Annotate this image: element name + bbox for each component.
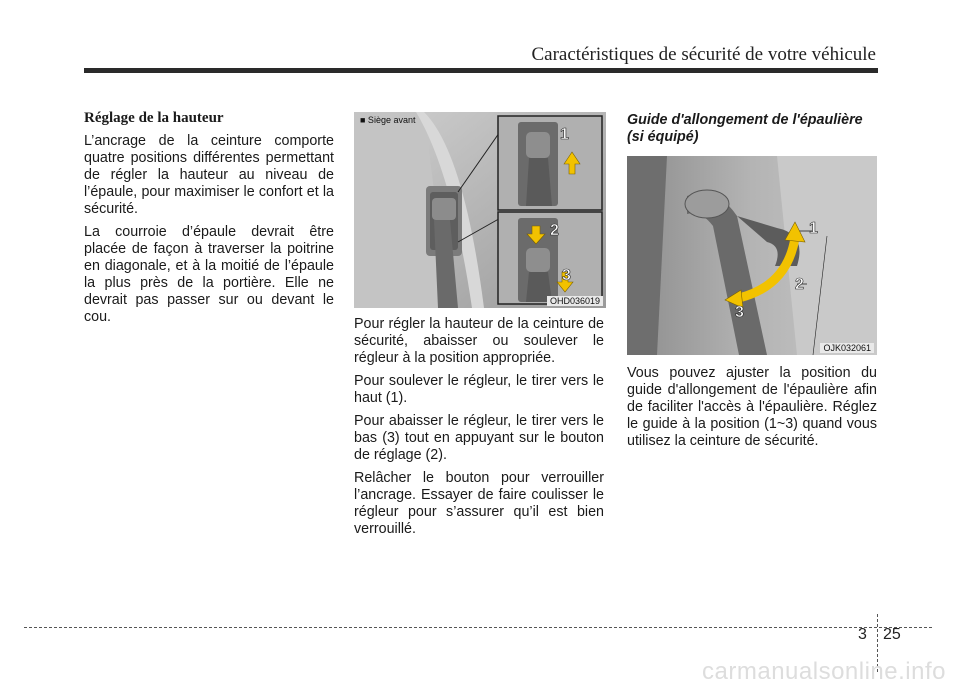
callout-1: 1 — [809, 220, 818, 237]
figure-shoulder-guide — [627, 156, 877, 355]
middle-column — [354, 316, 604, 544]
section-heading-guide: Guide d'allongement de l'épaulière (si équipé) — [627, 112, 863, 145]
header-rule — [84, 68, 878, 73]
footer-rule — [24, 627, 932, 628]
right-column — [627, 365, 877, 456]
left-column — [84, 110, 334, 332]
callout-3: 3 — [735, 304, 744, 321]
page-header-title: Caractéristiques de sécurité de votre véhicule — [531, 44, 876, 65]
figure-caption: ■ Siège avant — [360, 115, 416, 125]
callout-2: 2 — [550, 222, 559, 239]
callout-1: 1 — [560, 126, 569, 143]
callout-2: 2 — [795, 276, 804, 293]
paragraph: L’ancrage de la ceinture comporte quatre positions différentes permettant de régler la hauteur au niveau de l’épaule, pour maximiser le confort et la sécurité. — [84, 133, 334, 217]
paragraph: Pour soulever le régleur, le tirer vers le haut (1). — [354, 373, 604, 406]
paragraph: Pour abaisser le régleur, le tirer vers le bas (3) tout en appuyant sur le bouton de réglage (2). — [354, 413, 604, 463]
paragraph: Pour régler la hauteur de la ceinture de sécurité, abaisser ou soulever le régleur à la position appropriée. — [354, 316, 604, 366]
page-number: 25 — [883, 626, 901, 643]
paragraph: Relâcher le bouton pour verrouiller l’ancrage. Essayer de faire coulisser le régleur pour s’assurer qu’il est bien verrouillé. — [354, 470, 604, 537]
figure-height-adjuster — [354, 112, 606, 308]
figure-code: OJK032061 — [820, 343, 874, 353]
chapter-number: 3 — [858, 626, 867, 643]
figure-code: OHD036019 — [547, 296, 603, 306]
callout-3: 3 — [562, 267, 571, 284]
shoulder-guide-illustration — [627, 156, 877, 355]
paragraph: Vous pouvez ajuster la position du guide d'allongement de l'épaulière afin de faciliter l'accès à l'épaulière. Réglez le guide à la position (1~3) quand vous utilisez la ceinture de sécurité. — [627, 365, 877, 449]
section-heading: Réglage de la hauteur — [84, 110, 224, 126]
paragraph: La courroie d’épaule devrait être placée de façon à traverser la poitrine en diagonale, et à la moitié de l’épaule la plus près de la portière. Elle ne devrait pas passer sur ou devant le cou. — [84, 224, 334, 325]
watermark: carmanualsonline.info — [702, 658, 946, 685]
